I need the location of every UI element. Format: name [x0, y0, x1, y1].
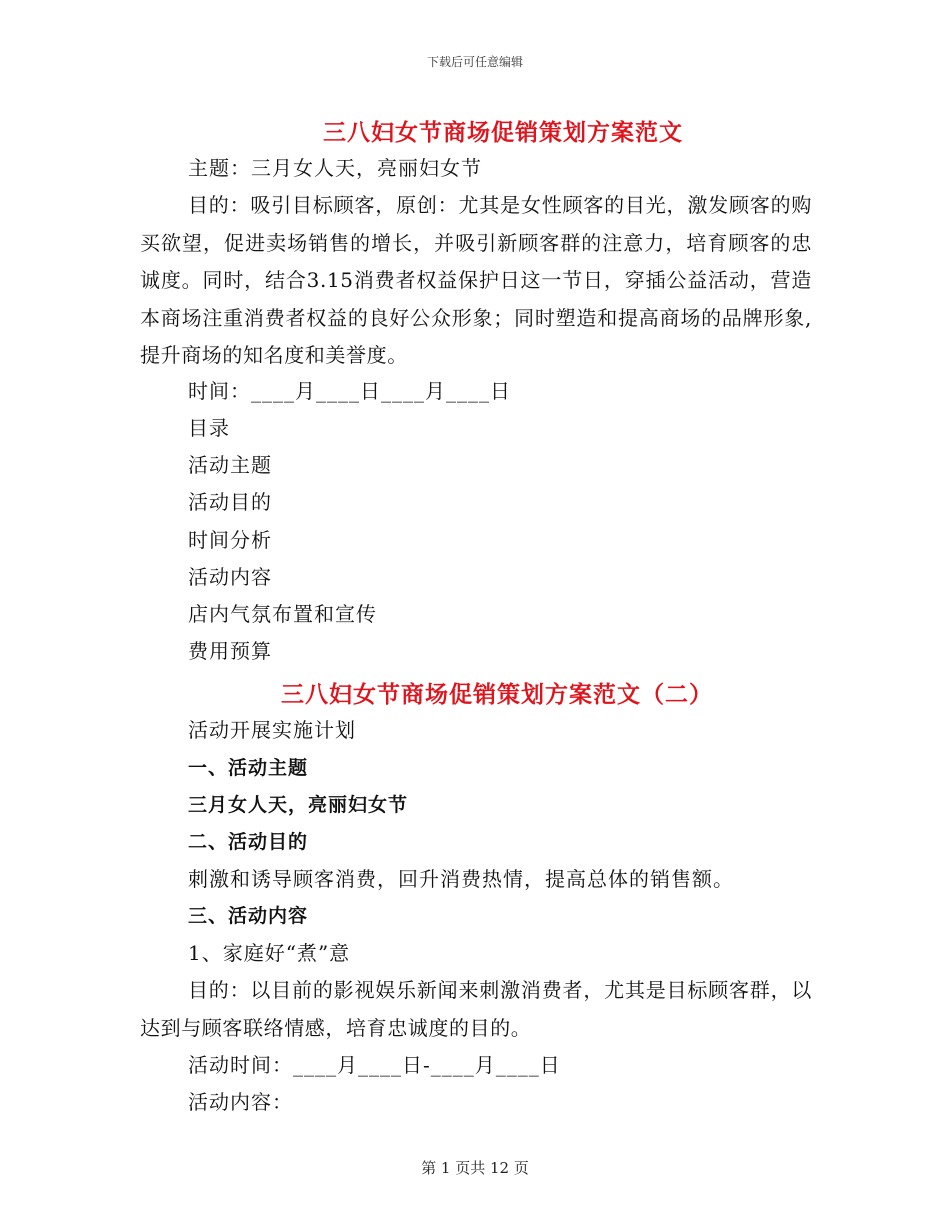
item1-title: 1、家庭好“煮”意 [188, 941, 351, 965]
theme-line: 主题：三月女人天，亮丽妇女节 [188, 156, 482, 180]
section2-title: 三八妇女节商场促销策划方案范文（二） [281, 681, 713, 708]
toc-item: 店内气氛布置和宣传 [188, 602, 377, 626]
toc-item: 活动主题 [188, 453, 272, 477]
heading-activity-content: 三、活动内容 [188, 905, 309, 927]
toc-item: 时间分析 [188, 528, 272, 552]
toc-title: 目录 [188, 416, 230, 440]
time-line: 时间：____月____日____月____日 [188, 379, 511, 403]
activity-purpose-text: 刺激和诱导顾客消费，回升消费热情，提高总体的销售额。 [188, 867, 734, 891]
section1-title: 三八妇女节商场促销策划方案范文 [323, 119, 683, 146]
plan-line: 活动开展实施计划 [188, 718, 356, 742]
item1-time: 活动时间：____月____日-____月____日 [188, 1053, 561, 1077]
purpose-paragraph: 目的：吸引目标顾客，原创：尤其是女性顾客的目光，激发顾客的购买欲望，促进卖场销售的增长，并吸引新顾客群的注意力，培育顾客的忠诚度。同时，结合3.15消费者权益保护日这一节日，穿插公益活动，营造本商场注重消费者权益的良好公众形象；同时塑造和提高商场的品牌形象,提升商场的知名度和美誉度。 [140, 193, 812, 367]
page-number: 第 1 页共 12 页 [421, 1159, 529, 1177]
header-note: 下载后可任意编辑 [426, 55, 523, 69]
toc-item: 活动目的 [188, 490, 272, 514]
toc-item: 活动内容 [188, 565, 272, 589]
activity-theme-text: 三月女人天，亮丽妇女节 [188, 794, 409, 816]
toc-item: 费用预算 [188, 639, 272, 663]
heading-activity-purpose: 二、活动目的 [188, 831, 309, 853]
item1-content: 活动内容： [188, 1090, 293, 1114]
heading-activity-theme: 一、活动主题 [188, 757, 309, 779]
item1-purpose: 目的：以目前的影视娱乐新闻来刺激消费者，尤其是目标顾客群，以达到与顾客联络情感，培育忠诚度的目的。 [140, 978, 812, 1040]
